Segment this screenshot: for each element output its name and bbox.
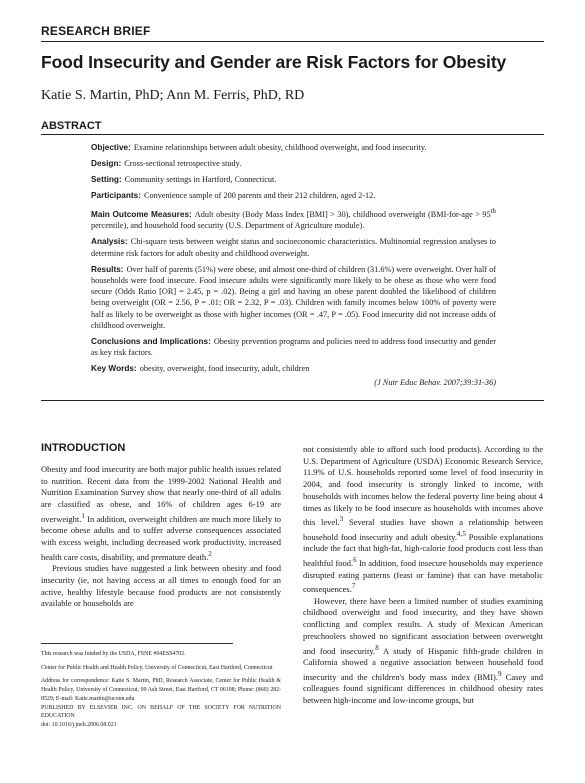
- intro-p4-text-b: A study of Hispanic fifth-grade children in California showed a negative association between household food insecurity and the children's body mass index (BMI).: [303, 645, 543, 682]
- intro-p1-text-b: In addition, overweight children are much more likely to become obese adults and to suffer adverse consequences associated with excess weight, including decreased work productivity, increased health care costs, disability, and premature death.: [41, 513, 281, 562]
- analysis-text: Chi-square tests between weight status and socioeconomic characteristics. Multinomial regression analyses to determine risk factors for adult obesity and childhood overweight.: [91, 237, 496, 258]
- intro-p4-text-c: Casey and colleagues found significant differences in childhood obesity rates between high-income and low-income groups, but: [303, 671, 544, 706]
- footnote-doi[interactable]: doi: 10.1016/j.jneb.2006.08.021: [41, 721, 117, 728]
- abstract-outcome: [91, 206, 496, 231]
- analysis-label: Analysis:: [91, 237, 128, 247]
- outcome-superscript: th: [490, 208, 496, 216]
- participants-label: Participants:: [91, 191, 141, 201]
- ref-1[interactable]: 1: [81, 511, 85, 520]
- intro-p3-text-b: Several studies have shown a relationship between household food insecurity and adult obesity.: [303, 517, 543, 542]
- footnote-affiliation: Center for Public Health and Health Policy, University of Connecticut, East Hartford, Connecticut: [41, 664, 273, 671]
- intro-paragraph-2: Previous studies have suggested a link between obesity and food insecurity (ie, not having access at all times to enough food for an active, healthy lifestyle because food products are not consistently available or households are: [41, 563, 281, 609]
- abstract-design: [91, 158, 496, 169]
- article-title: Food Insecurity and Gender are Risk Factors for Obesity: [41, 52, 507, 72]
- intro-p3-text-a: not consistently able to afford such food products). According to the U.S. Department of Agriculture (USDA) Economic Research Service, 11.9% of U.S. households reported some level of food insecurity in 2004, and food insecurity is strongly linked to income, with households with incomes below the federal poverty line being about 4 times as likely to be food insecure as households with incomes above this level.: [303, 444, 543, 528]
- keywords-label: Key Words:: [91, 364, 137, 374]
- results-text: Over half of parents (51%) were obese, and almost one-third of children (31.6%) were overweight. Over half of households were food insecure. Food insecure adults were significantly more likely to be obese as those who were food secure (Odds Ratio [OR] = 2.45, p = .02). Being a girl and having an obese parent doubled the likelihood of children being overweight (OR = 2.56, P = .01; OR = 2.32, P = .03). Children with family incomes below 100% of poverty were half as likely to be overweight as those with higher incomes (OR = .47, P = .05). Food insecurity did not increase odds of childhood overweight.: [91, 264, 496, 330]
- keywords-text: obesity, overweight, food insecurity, adult, children: [139, 364, 310, 374]
- ref-6[interactable]: 6: [353, 555, 357, 564]
- ref-7[interactable]: 7: [351, 582, 356, 591]
- footnotes: [41, 650, 281, 730]
- abstract-objective: [91, 142, 496, 153]
- intro-left-column: [41, 464, 281, 610]
- abstract-end-rule: [41, 400, 544, 401]
- journal-citation: (J Nutr Educ Behav. 2007;39:31-36): [374, 378, 496, 387]
- intro-paragraph-3: [303, 444, 543, 596]
- ref-9[interactable]: 9: [498, 669, 502, 678]
- abstract-results: [91, 264, 496, 331]
- intro-paragraph-4: [303, 596, 543, 707]
- footnote-rule: [41, 643, 233, 644]
- abstract-conclusions: [91, 336, 496, 358]
- setting-text: Community settings in Hartford, Connecticut.: [124, 175, 277, 185]
- authors: Katie S. Martin, PhD; Ann M. Ferris, PhD, RD: [41, 88, 305, 103]
- abstract-rule: [41, 134, 544, 135]
- conclusions-text: Obesity prevention programs and policies need to address food insecurity and gender as key risk factors.: [91, 336, 497, 358]
- footnote-correspondence: Address for correspondence: Katie S. Martin, PhD, Research Associate, Center for Public Health & Health Policy, University of Connecticut, 99 Ash Street, East Hartford, CT 06108; Phone: (860) 282-8529; E-mail: Katie.martin@uconn.edu: [41, 678, 281, 702]
- objective-label: Objective:: [91, 143, 131, 152]
- ref-3[interactable]: 3: [339, 515, 344, 524]
- design-text: Cross-sectional retrospective study.: [124, 159, 242, 169]
- footnote-funding: This research was funded by the USDA, FSNE #04ESS4702.: [41, 651, 186, 657]
- participants-text: Convenience sample of 200 parents and their 212 children, aged 2-12.: [143, 191, 376, 201]
- outcome-text-b: percentile), and household food security (U.S. Department of Agriculture module).: [91, 221, 365, 231]
- abstract-heading: ABSTRACT: [41, 120, 102, 132]
- header-rule: [41, 41, 544, 42]
- intro-p3-text-d: In addition, food insecure households may experience disrupted eating patterns (feast or famine) that can have metabolic consequences.: [303, 557, 543, 595]
- outcome-text-a: Adult obesity (Body Mass Index [BMI] > 30), childhood overweight (BMI-for-age > 95: [194, 210, 491, 220]
- abstract-analysis: [91, 236, 496, 258]
- abstract-keywords: [91, 363, 496, 374]
- results-label: Results:: [91, 264, 124, 274]
- ref-4-5[interactable]: 4,5: [457, 529, 466, 538]
- introduction-heading: INTRODUCTION: [41, 442, 126, 454]
- ref-2[interactable]: 2: [208, 549, 212, 558]
- intro-paragraph-1: [41, 464, 281, 563]
- objective-text: Examine relationships between adult obesity, childhood overweight, and food insecurity.: [133, 143, 427, 152]
- setting-label: Setting:: [91, 175, 122, 185]
- conclusions-label: Conclusions and Implications:: [91, 336, 211, 346]
- outcome-label: Main Outcome Measures:: [91, 210, 192, 220]
- intro-p1-text-a: Obesity and food insecurity are both major public health issues related to nutrition. Recent data from the 1999-2002 National Health and Nutrition Examination Survey show that nearly one-third of all adults are classified as obese, and 16% of children ages 6-19 are overweight.: [41, 464, 281, 524]
- intro-p4-text-a: However, there have been a limited number of studies examining childhood overweight and food insecurity, and they have shown conflicting and complex results. A study of Mexican American preschoolers showed no significant association between overweight and food insecurity.: [303, 595, 543, 656]
- abstract-body: [91, 142, 496, 379]
- design-label: Design:: [91, 159, 122, 169]
- section-label: RESEARCH BRIEF: [41, 24, 151, 38]
- footnote-publisher: PUBLISHED BY ELSEVIER INC. ON BEHALF OF THE SOCIETY FOR NUTRITION EDUCATION: [41, 704, 281, 720]
- intro-p3-text-c: Possible explanations include the fact that high-fat, high-calorie food products cost less than healthful food.: [303, 531, 544, 568]
- ref-8[interactable]: 8: [375, 643, 379, 652]
- intro-right-column: [303, 444, 543, 707]
- abstract-participants: [91, 190, 496, 201]
- abstract-setting: [91, 174, 496, 185]
